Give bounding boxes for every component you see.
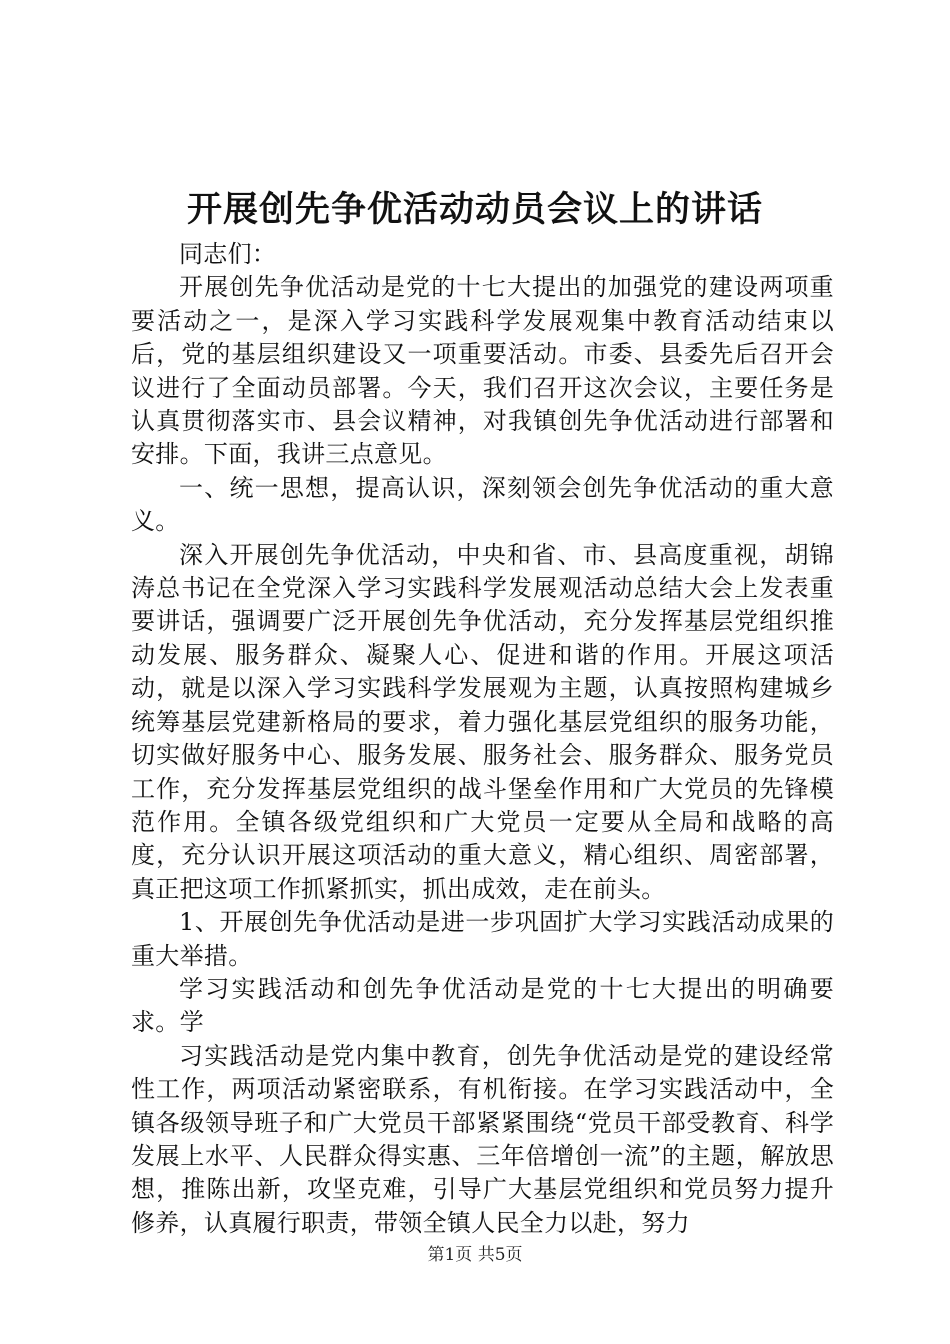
page-number-footer: 第1页 共5页 bbox=[427, 1245, 523, 1265]
paragraph-requirements: 学习实践活动和创先争优活动是党的十七大提出的明确要求。学 bbox=[131, 974, 834, 1037]
numbered-point-1: 1、开展创先争优活动是进一步巩固扩大学习实践活动成果的重大举措。 bbox=[131, 908, 834, 970]
document-body bbox=[131, 238, 834, 1240]
salutation: 同志们： bbox=[179, 240, 277, 268]
section-heading-1: 一、统一思想，提高认识，深刻领会创先争优活动的重大意义。 bbox=[131, 473, 834, 536]
paragraph-intro: 开展创先争优活动是党的十七大提出的加强党的建设两项重要活动之一，是深入学习实践科学发展观集中教育活动结束以后，党的基层组织建设又一项重要活动。市委、县委先后召开会议进行了全面动员部署。今天，我们召开这次会议，主要任务是认真贯彻落实市、县会议精神，对我镇创先争优活动进行部署和安排。下面，我讲三点意见。 bbox=[131, 273, 834, 469]
page-title: 开展创先争优活动动员会议上的讲话 bbox=[186, 189, 763, 230]
paragraph-practice: 习实践活动是党内集中教育，创先争优活动是党的建设经常性工作，两项活动紧密联系，有机衔接。在学习实践活动中，全镇各级领导班子和广大党员干部紧紧围绕“党员干部受教育、科学发展上水平、人民群众得实惠、三年倍增创一流”的主题，解放思想，推陈出新，攻坚克难，引导广大基层党组织和党员努力提升修养，认真履行职责，带领全镇人民全力以赴，努力 bbox=[131, 1041, 834, 1237]
paragraph-significance: 深入开展创先争优活动，中央和省、市、县高度重视，胡锦涛总书记在全党深入学习实践科学发展观活动总结大会上发表重要讲话，强调要广泛开展创先争优活动，充分发挥基层党组织推动发展、服务群众、凝聚人心、促进和谐的作用。开展这项活动，就是以深入学习实践科学发展观为主题，认真按照构建城乡统筹基层党建新格局的要求，着力强化基层党组织的服务功能，切实做好服务中心、服务发展、服务社会、服务群众、服务党员工作，充分发挥基层党组织的战斗堡垒作用和广大党员的先锋模范作用。全镇各级党组织和广大党员一定要从全局和战略的高度，充分认识开展这项活动的重大意义，精心组织、周密部署，真正把这项工作抓紧抓实，抓出成效，走在前头。 bbox=[131, 540, 834, 903]
